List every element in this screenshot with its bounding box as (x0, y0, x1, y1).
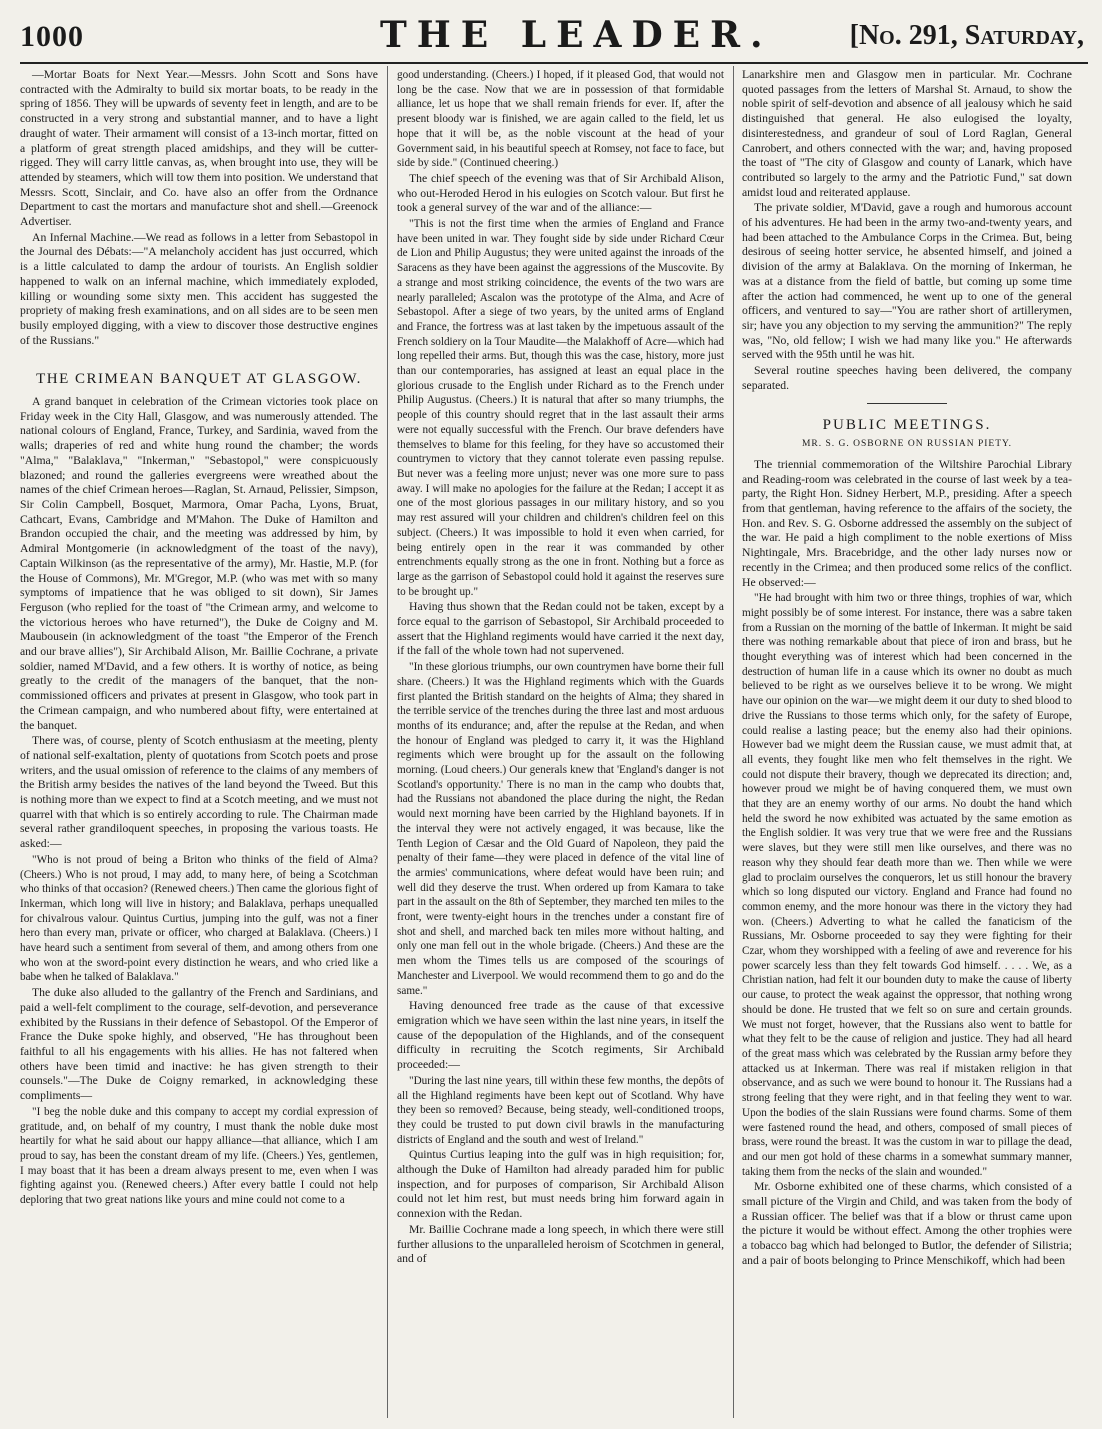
paragraph: The private soldier, M'David, gave a rough and humorous account of his adventures. He had been in the army two-and-twenty years, and had been attached to the Ambulance Corps in the Crimea. But, being desirous of seeing hotter service, he absented himself, and joined a division of the army at Balaklava. On the morning of Inkerman, he was at a distance from the field of battle, but coming up some time after the action had commenced, he went up to one of the general officers, and ventured to say—"You are rather short of artillerymen, sir; have you any objection to my serving the ammunition?" The reply was, "No, old fellow; I wish we had many like you." He afterwards served with the 95th until he was hit. (742, 201, 1072, 362)
paragraph: The duke also alluded to the gallantry of the French and Sardinians, and paid a well-felt compliment to the courage, self-devotion, and perseverance exhibited by the Russians in their defence of Sebastopol. Of the Emperor of France the Duke spoke highly, and observed, "He has throughout been faithful to all his engagements with his allies. He has not faltered when others have been timid and inactive: he has given strength to their counsels."—The Duke de Coigny remarked, in acknowledging these compliments— (20, 986, 378, 1103)
paragraph: Having denounced free trade as the cause of that excessive emigration which we have seen within the last nine years, in itself the cause of the depopulation of the Highlands, and of the consequent difficulty in recruiting the Scotch regiments, Sir Archibald proceeded:— (397, 999, 724, 1072)
paragraph: There was, of course, plenty of Scotch enthusiasm at the meeting, plenty of national self-exaltation, plenty of quotations from Scotch poets and prose writers, and the usual omission of reference to the claims of any members of the British army besides the natives of the land beyond the Tweed. But this is nothing more than we expect to find at a Scotch meeting, and we must not quarrel with that which is so entirely according to rule. The Chairman made several rather grandiloquent speeches, in proposing the various toasts. He asked:— (20, 734, 378, 851)
paragraph: A grand banquet in celebration of the Crimean victories took place on Friday week in the City Hall, Glasgow, and was numerously attended. The national colours of England, France, Turkey, and Sardinia, waved from the walls; draperies of red and white hung round the chamber; the words "Alma," "Balaklava," "Inkerman," "Sebastopol," were conspicuously blazoned; and round the galleries evergreens were wreathed about the names of the chief Crimean heroes—Raglan, St. Arnaud, Pelissier, Simpson, Sir Colin Campbell, Bosquet, Marmora, Omar Pacha, Lyons, Bruat, Cathcart, Evans, Cambridge and M'Mahon. The Duke of Hamilton and Brandon occupied the chair, and the meeting was addressed by him, by Admiral Montgomerie (in acknowledgment of the toast of the navy), Captain Wilkinson (as the representative of the army), Mr. Hastie, M.P. (for the House of Commons), Mr. M'Gregor, M.P. (who was met with so many symptoms of impatience that he was obliged to sit down), Sir James Ferguson (who replied for the toast of "the Crimean army, and welcome to the victorious heroes who have returned"), the Duke de Coigny and M. Maubousein (in acknowledgment of the toast "the Emperor of the French and our brave allies"), Sir Archibald Alison, Mr. Baillie Cochrane, a private soldier, named M'David, and a few others. It is worthy of notice, as being greatly to the credit of the managers of the banquet, that the non-commissioned officers and privates at present in Glasgow, who took part in the Crimean campaign, and who numbered about fifty, were entertained at the banquet. (20, 395, 378, 732)
paragraph: Mr. Osborne exhibited one of these charms, which consisted of a small picture of the Virgin and Child, and was taken from the body of a Russian officer. The belief was that if a blow or thrust came upon the picture it would be without effect. Among the other trophies were a tobacco bag which had belonged to Butlor, the defender of Silistria; and a pair of boots belonging to Prince Menschikoff, which had been (742, 1180, 1072, 1267)
quotation: "During the last nine years, till within these few months, the depôts of all the Highland regiments have been kept out of Scotland. Why have they been so removed? Because, being steady, well-conditioned troops, they could be trusted to put down civil brawls in the manufacturing districts of England and the south and west of Ireland." (397, 1074, 724, 1146)
paragraph: Lanarkshire men and Glasgow men in particular. Mr. Cochrane quoted passages from the letters of Marshal St. Arnaud, to show the noble spirit of self-devotion and absence of all jealousy which he said distinguished that general. He also eulogised the loyalty, disinterestedness, and grandeur of soul of Lord Raglan, General Canrobert, and others connected with the war; and, having proposed the toast of "The city of Glasgow and county of Lanark, which have contributed so largely to the army and the Patriotic Fund," sat down amidst loud and reiterated applause. (742, 68, 1072, 199)
quotation: "I beg the noble duke and this company to accept my cordial expression of gratitude, and, on behalf of my country, I must thank the noble duke most heartily for what he said about our happy alliance—that alliance, which I am proud to say, has been the constant dream of my life. (Cheers.) Yes, gentlemen, I may boast that it has been a dream always present to me, even when I was fighting against you. (Renewed cheers.) After every battle I could not help deploring that two great nations like yours and mine could not come to a (20, 1105, 378, 1207)
column-left (20, 68, 378, 1422)
quotation: "In these glorious triumphs, our own countrymen have borne their full share. (Cheers.) It was the Highland regiments which with the Guards first planted the British standard on the heights of Alma; they shared in the terrible service of the trenches during the three last and most arduous months of its endurance; and, after the repulse at the Redan, and when the honour of England was pledged to carry it, it was the Highland regiments which were brought up for the assault on the following morning. (Loud cheers.) Our generals knew that 'England's danger is not Scotland's opportunity.' There is no man in the camp who doubts that, had the Russians not abandoned the place during the night, the Redan would next morning have been carried by the Highland bayonets. If in the interval they were not actively engaged, it was because, like the Tenth Legion of Cæsar and the Old Guard of Napoleon, they paid the penalty of their fame—they were placed in defence of the vital line of the armies' communications, where defeat would have been ruin; and well did they deserve the trust. When ordered up from Kamara to take part in the assault on the 8th of September, they marched ten miles to the front, were twenty-eight hours in the trenches under a constant fire of shot and shell, and marched back ten miles more without halting, and only one man fell out in the whole brigade. (Cheers.) And these are the men whom the Times tells us are composed of the scourings of Manchester and Liverpool. We would recommend them to go and do the same." (397, 661, 724, 997)
paragraph: Several routine speeches having been delivered, the company separated. (742, 364, 1072, 392)
paragraph: The triennial commemoration of the Wiltshire Parochial Library and Reading-room was celebrated in the course of last week by a tea-party, the Right Hon. Sidney Herbert, M.P., presiding. After a speech from that gentleman, having reference to the affairs of the society, the Hon. and Rev. S. G. Osborne addressed the assembly on the subject of the war. He paid a high compliment to the noble exertions of Miss Nightingale, Mrs. Bracebridge, and the other lady nurses now or recently in the Crimea; and then produced some relics of the conflict. He observed:— (742, 457, 1072, 589)
masthead-title: THE LEADER. (380, 14, 773, 56)
article-mortar-boats: —Mortar Boats for Next Year.—Messrs. John Scott and Sons have contracted with the Admiralty to build six mortar boats, to be ready in the spring of 1856. They will be upwards of seventy feet in length, and are to be constructed in a very strong and substantial manner, and to have a light draught of water. Their armament will consist of a 13-inch mortar, fitted on a platform of great strength placed amidships, and they will be cutter-rigged. They will carry little canvas, as, when brought into use, they will be attended by steamers, which will tow them into position. We understand that Messrs. Scott, Sinclair, and Co. have also an offer from the Ordnance Department to cast the mortars and manufacture shot and shell.—Greenock Advertiser. (20, 68, 378, 229)
column-middle (397, 68, 724, 1422)
article-subtitle: MR. S. G. OSBORNE ON RUSSIAN PIETY. (801, 439, 1013, 450)
page-header (0, 0, 1102, 62)
section-separator (867, 403, 947, 404)
issue-info: [No. 291, Saturday, (849, 20, 1084, 51)
column-divider (733, 66, 734, 1418)
header-rule (20, 62, 1088, 64)
page-number: 1000 (20, 20, 84, 53)
paragraph: The chief speech of the evening was that of Sir Archibald Alison, who out-Heroded Herod in his eulogies on Scotch valour. But first he took a general survey of the war and of the alliance:— (397, 171, 724, 215)
section-title-public-meetings: PUBLIC MEETINGS. (822, 417, 992, 434)
column-right (742, 68, 1072, 1422)
article-infernal-machine: An Infernal Machine.—We read as follows in a letter from Sebastopol in the Journal des Débats:—"A melancholy accident has just occurred, which is a little calculated to damp the ardour of tourists. An English soldier happened to walk on an infernal machine, which immediately exploded, killing or wounding some sixty men. This accident has suggested the propriety of making fresh examinations, and on all sides are to be seen men busily employed digging, with a view to discover those destructive engines of the Russians." (20, 230, 378, 347)
paragraph: Having thus shown that the Redan could not be taken, except by a force equal to the garrison of Sebastopol, Sir Archibald proceeded to assert that the Highland regiments would have carried it the next day, if the fall of the whole town had not supervened. (397, 600, 724, 658)
quotation: good understanding. (Cheers.) I hoped, if it pleased God, that would not long be the case. Now that we are in possession of that formidable alliance, let us hope that we shall remain friends for ever. If, after the present bloody war is finished, we are again called to the field, let us hope that it will be, as the noble viscount at the head of your Government said, in his beautiful speech at Romsey, not face to face, but side by side." (Continued cheering.) (397, 69, 724, 170)
paragraph: Quintus Curtius leaping into the gulf was in high requisition; for, although the Duke of Hamilton had already paraded him for public inspection, and for purposes of comparison, Sir Archibald Alison could not let him rest, but must needs bring him forward again in connexion with the Redan. (397, 1148, 724, 1221)
quotation: "He had brought with him two or three things, trophies of war, which might possibly be of some interest. For instance, there was a sabre taken from a Russian on the morning of the battle of Inkerman. It might be said there was nothing remarkable about that piece of iron and brass, but he thought everything was of interest which had been concerned in the destruction of human life in a cause which its owner no doubt as much believed to be right as we ourselves believe it to be wrong. We might have our opinion on the war—we might deem it our duty to shed blood to drive the Russians to those terms which only, for the safety of Europe, could realise a lasting peace; but the enemy also had their opinions. However bad we might deem the Russian cause, we must admit that, at all events, they fought like men who felt themselves in the right. We could not dispute their bravery, though we deprecated its direction; and, however proud we might be of having conquered them, we must own that they are an enemy worthy of our arms. No doubt the hand which held the sword he now exhibited was actuated by the same emotion as the English soldier. It was very true that we were free and the Russians were slaves, but they were still men like ourselves, and there was no reason why they should fear death more than we. Then while we were glad to proclaim ourselves the conquerors, let us still honour the bravery which so long disputed our victory. England and France had found no common enemy, and the more honour was there in the victory they had won. (Cheers.) Adverting to what he called the fanaticism of the Russians, Mr. Osborne proceeded to say they were fighting for their Czar, whom they worshipped with a feeling of awe and reverence for his power scarcely less than they felt towards God himself. . . . . We, as a Christian nation, had felt it our bounden duty to make the cause of liberty our cause, to protect the weak against the oppressor, that nothing wrong should be done. He trusted that we felt so on sure and certain grounds. We must not forget, however, that the Russians also went to battle for what they felt to be the cause of religion and justice. They had all heard of the great mass which was celebrated by the Russian army before they attacked us at Inkerman. There was real if mistaken religion in that observance, and as such we were bound to honour it. The Russians had a strong feeling that they were right, and in that feeling they went to war. Upon the bodies of the slain Russians were found charms. Some of them were fastened round the head, and others, composed of small pieces of brass, were round the breast. It was the custom in war to pillage the dead, and our men got hold of these charms in a somewhat summary manner, taking them from the necks of the slain and wounded." (742, 592, 1072, 1178)
column-divider (387, 66, 388, 1418)
quotation: "This is not the first time when the armies of England and France have been united in war. They fought side by side under Richard Cœur de Lion and Philip Augustus; they were united against the inroads of the Saracens as they have been against the aggressions of the Muscovite. By a strange and most striking coincidence, the events of the two wars are nearly paralleled; Ascalon was the prototype of the Alma, and Acre of Sebastopol. After a siege of two years, by the united arms of England and France, the fortress was at last taken by the impetuous assault of the French soldiery on la Tour Maudite—the Malakhoff of Acre—which had long repelled their arms. But, though this was the case, history, more just than our contemporaries, has assigned at least an equal place in the glorious crusade to the English under Richard as to the French under Philip Augustus. (Cheers.) It is natural that after so many triumphs, the people of this country should regret that in the last assault their arms were not equally successful with the French. Our brave defenders have themselves to blame for this feeling, for they have so accustomed their countrymen to victory that they cannot tolerate even passing repulse. But never was a feeling more unjust; never was one more sure to pass away. I will make no apologies for the failure at the Redan; I accept it as one of the most glorious passages in our military history, and so you may rest assured will your children and children's children feel on this subject. (Cheers.) It was impossible to hold it even when carried, for being entirely open in the rear it was commanded by other entrenchments equally strong as the one in front. Nothing but a force as large as the garrison of Sebastopol could hold it against the reserves sure to be brought up." (397, 218, 724, 598)
article-title-crimean-banquet: THE CRIMEAN BANQUET AT GLASGOW. (36, 371, 362, 388)
paragraph: Mr. Baillie Cochrane made a long speech, in which there were still further allusions to the unparalleled heroism of Scotchmen in general, and of (397, 1222, 724, 1266)
quotation: "Who is not proud of being a Briton who thinks of the field of Alma? (Cheers.) Who is not proud, I may add, to many here, of being a Scotchman who thinks of that occasion? (Renewed cheers.) Then came the glorious fight of Inkerman, which long will live in history; and Balaklava, perhaps unequalled for chivalrous valour. Quintus Curtius, jumping into the gulf, was not a finer hero than every man, private or officer, who charged at Balaklava. (Cheers.) I have heard such a sentiment from several of them, and among others from one who won at the sword-point every distinction he wears, and who cried like a babe when he talked of Balaklava." (20, 853, 378, 984)
